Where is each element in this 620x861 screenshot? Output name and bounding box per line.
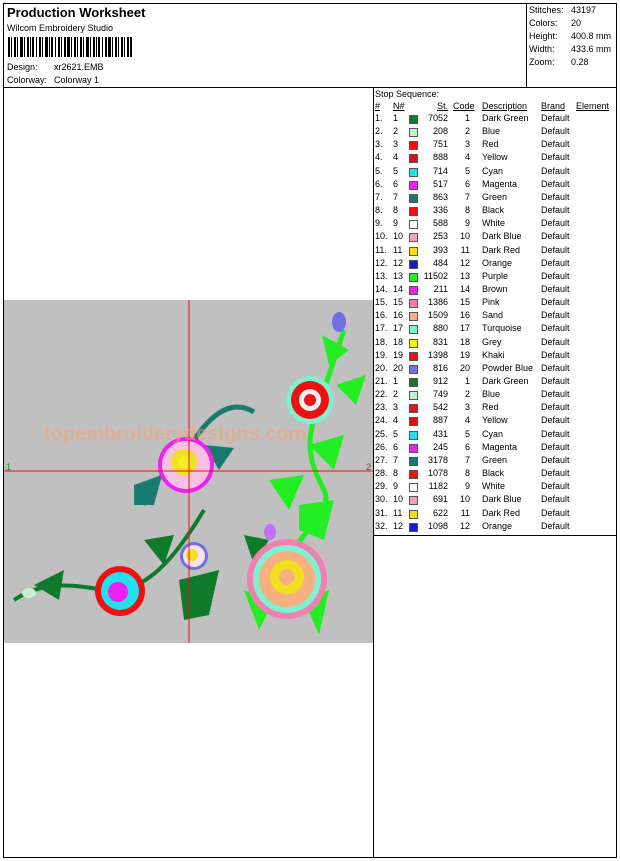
row-index: 29. <box>375 481 388 492</box>
row-needle: 16 <box>393 310 404 321</box>
row-code: 9 <box>464 481 470 492</box>
stat-value: 0.28 <box>571 57 589 67</box>
color-swatch <box>409 325 418 334</box>
stat-value: 20 <box>571 18 582 28</box>
color-swatch <box>409 352 418 361</box>
row-stitches: 1182 <box>428 481 448 492</box>
row-brand: Default <box>541 139 570 150</box>
row-needle: 4 <box>393 152 399 163</box>
row-needle: 2 <box>393 126 399 137</box>
row-brand: Default <box>541 507 570 518</box>
color-swatch <box>409 273 418 282</box>
row-stitches: 253 <box>432 231 448 242</box>
row-brand: Default <box>541 113 570 123</box>
color-swatch <box>409 168 418 177</box>
row-brand: Default <box>541 297 570 308</box>
row-code: 6 <box>464 178 470 189</box>
row-code: 15 <box>459 297 470 308</box>
stat-label: Stitches: <box>529 5 564 15</box>
row-brand: Default <box>541 310 570 321</box>
axis-label-left: 1 <box>6 462 12 472</box>
row-index: 28. <box>375 468 388 479</box>
row-description: Green <box>482 191 508 202</box>
row-code: 16 <box>459 310 470 321</box>
color-swatch <box>409 457 418 466</box>
row-index: 12. <box>375 257 388 268</box>
row-index: 2. <box>375 126 383 137</box>
row-description: White <box>482 481 506 492</box>
row-index: 26. <box>375 441 388 452</box>
color-swatch <box>409 207 418 216</box>
row-needle: 14 <box>393 283 404 294</box>
row-index: 24. <box>375 415 388 426</box>
row-stitches: 431 <box>432 428 448 439</box>
row-stitches: 751 <box>432 139 448 150</box>
row-code: 6 <box>464 441 470 452</box>
row-index: 13. <box>375 270 388 281</box>
row-description: Grey <box>482 336 502 347</box>
row-brand: Default <box>541 415 570 426</box>
color-swatch <box>409 404 418 413</box>
row-needle: 12 <box>393 520 404 531</box>
row-index: 19. <box>375 349 388 360</box>
table-row <box>0 231 620 244</box>
row-description: Red <box>482 402 499 413</box>
row-index: 16. <box>375 310 388 321</box>
row-code: 3 <box>464 139 470 150</box>
row-brand: Default <box>541 454 570 465</box>
row-needle: 6 <box>393 178 399 189</box>
stat-label: Height: <box>529 31 558 41</box>
col-header-element: Element <box>576 101 610 111</box>
row-needle: 6 <box>393 441 399 452</box>
row-index: 4. <box>375 152 383 163</box>
row-brand: Default <box>541 468 570 479</box>
color-swatch <box>409 233 418 242</box>
row-needle: 7 <box>393 191 399 202</box>
row-description: Khaki <box>482 349 505 360</box>
row-code: 18 <box>459 336 470 347</box>
row-description: Sand <box>482 310 504 321</box>
row-stitches: 208 <box>432 126 448 137</box>
row-needle: 4 <box>393 415 399 426</box>
row-index: 21. <box>375 376 388 386</box>
row-stitches: 517 <box>432 178 448 189</box>
row-stitches: 863 <box>432 191 448 202</box>
row-needle: 19 <box>393 349 404 360</box>
stat-label: Width: <box>529 44 555 54</box>
axis-label-right: 2 <box>366 462 372 472</box>
row-index: 1. <box>375 113 383 123</box>
row-code: 2 <box>464 126 470 137</box>
stat-colors <box>529 18 582 28</box>
row-code: 13 <box>459 270 470 281</box>
row-description: Cyan <box>482 165 504 176</box>
row-needle: 7 <box>393 454 399 465</box>
row-stitches: 11502 <box>423 270 448 281</box>
row-index: 27. <box>375 454 388 465</box>
row-brand: Default <box>541 520 570 531</box>
colorway-label: Colorway: <box>7 75 48 85</box>
row-description: Blue <box>482 389 501 400</box>
header-divider <box>3 87 617 88</box>
row-stitches: 880 <box>432 323 448 334</box>
row-needle: 2 <box>393 389 399 400</box>
row-description: Black <box>482 468 505 479</box>
color-swatch <box>409 483 418 492</box>
watermark: topembroiderydesigns.com <box>44 423 307 445</box>
row-needle: 5 <box>393 165 399 176</box>
row-index: 3. <box>375 139 383 150</box>
color-swatch <box>409 339 418 348</box>
color-swatch <box>409 181 418 190</box>
row-brand: Default <box>541 441 570 452</box>
row-index: 5. <box>375 165 383 176</box>
color-swatch <box>409 247 418 256</box>
row-needle: 10 <box>393 231 404 242</box>
row-brand: Default <box>541 481 570 492</box>
row-code: 1 <box>464 113 470 123</box>
stat-width <box>529 44 612 54</box>
row-brand: Default <box>541 126 570 137</box>
row-code: 17 <box>459 323 470 334</box>
row-stitches: 1386 <box>427 297 448 308</box>
colorway-value: Colorway 1 <box>54 75 100 85</box>
row-brand: Default <box>541 283 570 294</box>
row-stitches: 588 <box>432 218 448 229</box>
design-value: xr2621.EMB <box>54 62 104 72</box>
row-needle: 9 <box>393 218 399 229</box>
design-field <box>7 62 104 72</box>
row-stitches: 888 <box>432 152 448 163</box>
row-index: 20. <box>375 362 388 373</box>
row-index: 10. <box>375 231 388 242</box>
color-swatch <box>409 365 418 374</box>
row-stitches: 542 <box>432 402 448 413</box>
stat-value: 400.8 mm <box>571 31 612 41</box>
row-index: 23. <box>375 402 388 413</box>
row-description: Dark Blue <box>482 231 522 242</box>
row-stitches: 887 <box>432 415 448 426</box>
row-index: 9. <box>375 218 383 229</box>
row-brand: Default <box>541 165 570 176</box>
col-header-stitches: St. <box>437 101 449 111</box>
row-stitches: 393 <box>432 244 448 255</box>
row-brand: Default <box>541 389 570 400</box>
row-code: 4 <box>464 415 470 426</box>
design-label: Design: <box>7 62 38 72</box>
row-description: Yellow <box>482 152 508 163</box>
row-brand: Default <box>541 257 570 268</box>
color-swatch <box>409 194 418 203</box>
table-row <box>0 258 620 271</box>
row-index: 31. <box>375 507 388 518</box>
row-brand: Default <box>541 376 570 386</box>
row-code: 10 <box>459 231 470 242</box>
row-needle: 1 <box>393 376 399 386</box>
row-stitches: 7052 <box>427 113 448 123</box>
stop-sequence-label: Stop Sequence: <box>375 89 440 99</box>
row-stitches: 831 <box>432 336 448 347</box>
row-code: 14 <box>459 283 470 294</box>
row-description: Blue <box>482 126 501 137</box>
row-brand: Default <box>541 349 570 360</box>
row-description: Green <box>482 454 508 465</box>
row-code: 10 <box>459 494 470 505</box>
color-swatch <box>409 128 418 137</box>
row-needle: 8 <box>393 205 399 216</box>
row-description: Magenta <box>482 441 518 452</box>
row-description: Dark Green <box>482 113 529 123</box>
table-bottom-divider <box>373 535 617 536</box>
row-code: 12 <box>459 520 470 531</box>
color-swatch <box>409 299 418 308</box>
row-needle: 13 <box>393 270 404 281</box>
row-description: Pink <box>482 297 500 308</box>
row-needle: 9 <box>393 481 399 492</box>
row-description: Yellow <box>482 415 508 426</box>
row-needle: 8 <box>393 468 399 479</box>
stat-label: Zoom: <box>529 57 555 67</box>
row-stitches: 3178 <box>427 454 448 465</box>
row-code: 4 <box>464 152 470 163</box>
row-brand: Default <box>541 244 570 255</box>
row-needle: 3 <box>393 402 399 413</box>
row-description: Red <box>482 139 499 150</box>
row-stitches: 816 <box>432 362 448 373</box>
color-swatch <box>409 523 418 532</box>
row-description: White <box>482 218 506 229</box>
row-code: 5 <box>464 428 470 439</box>
row-stitches: 691 <box>432 494 448 505</box>
row-description: Black <box>482 205 505 216</box>
stat-height <box>529 31 612 41</box>
row-code: 7 <box>464 454 470 465</box>
color-swatch <box>409 510 418 519</box>
barcode-icon <box>8 37 132 57</box>
row-code: 20 <box>459 362 470 373</box>
embroidery-artwork <box>4 300 373 643</box>
colorway-field <box>7 75 100 85</box>
table-row <box>0 192 620 205</box>
page-title: Production Worksheet <box>7 5 146 20</box>
row-stitches: 1098 <box>427 520 448 531</box>
col-header-index: # <box>375 101 381 111</box>
color-swatch <box>409 470 418 479</box>
row-index: 17. <box>375 323 388 334</box>
col-header-brand: Brand <box>541 101 566 111</box>
bud-left <box>22 588 36 598</box>
row-index: 22. <box>375 389 388 400</box>
stat-value: 433.6 mm <box>571 44 612 54</box>
row-needle: 15 <box>393 297 404 308</box>
row-index: 15. <box>375 297 388 308</box>
stat-zoom <box>529 57 589 67</box>
row-stitches: 912 <box>432 376 448 386</box>
row-description: Dark Blue <box>482 494 522 505</box>
row-needle: 10 <box>393 494 404 505</box>
software-name: Wilcom Embroidery Studio <box>7 23 114 33</box>
row-index: 32. <box>375 520 388 531</box>
color-swatch <box>409 260 418 269</box>
stats-divider <box>526 3 527 87</box>
row-code: 12 <box>459 257 470 268</box>
row-index: 25. <box>375 428 388 439</box>
teal-leaf <box>134 475 162 505</box>
row-stitches: 484 <box>432 257 448 268</box>
row-needle: 12 <box>393 257 404 268</box>
row-brand: Default <box>541 205 570 216</box>
color-swatch <box>409 391 418 400</box>
row-description: Turquoise <box>482 323 522 334</box>
bud-top <box>332 312 346 332</box>
color-swatch <box>409 154 418 163</box>
color-swatch <box>409 496 418 505</box>
row-description: Magenta <box>482 178 518 189</box>
color-swatch <box>409 286 418 295</box>
col-header-description: Description <box>482 101 528 111</box>
row-description: Dark Red <box>482 244 521 255</box>
color-swatch <box>409 417 418 426</box>
table-row <box>0 126 620 139</box>
row-needle: 1 <box>393 113 399 123</box>
row-index: 14. <box>375 283 388 294</box>
row-code: 8 <box>464 468 470 479</box>
row-stitches: 1078 <box>427 468 448 479</box>
table-row <box>0 284 620 297</box>
row-brand: Default <box>541 362 570 373</box>
row-code: 8 <box>464 205 470 216</box>
stat-stitches <box>529 5 597 15</box>
row-index: 18. <box>375 336 388 347</box>
table-row <box>0 166 620 179</box>
col-header-needle: N# <box>393 101 405 111</box>
row-brand: Default <box>541 231 570 242</box>
row-needle: 3 <box>393 139 399 150</box>
row-description: Brown <box>482 283 508 294</box>
table-row <box>0 179 620 192</box>
bud-middle <box>264 524 276 540</box>
row-brand: Default <box>541 494 570 505</box>
row-description: Dark Green <box>482 376 529 386</box>
row-needle: 5 <box>393 428 399 439</box>
row-stitches: 245 <box>432 441 448 452</box>
color-swatch <box>409 115 418 124</box>
row-code: 9 <box>464 218 470 229</box>
row-index: 8. <box>375 205 383 216</box>
row-stitches: 211 <box>433 283 448 294</box>
color-swatch <box>409 312 418 321</box>
row-description: Orange <box>482 257 513 268</box>
row-description: Purple <box>482 270 509 281</box>
table-row <box>0 152 620 165</box>
row-needle: 20 <box>393 362 404 373</box>
row-stitches: 336 <box>432 205 448 216</box>
row-brand: Default <box>541 178 570 189</box>
row-description: Orange <box>482 520 513 531</box>
design-preview <box>4 300 373 643</box>
row-stitches: 1509 <box>427 310 448 321</box>
table-row <box>0 205 620 218</box>
row-code: 5 <box>464 165 470 176</box>
row-stitches: 749 <box>432 389 448 400</box>
row-index: 30. <box>375 494 388 505</box>
row-stitches: 714 <box>432 165 448 176</box>
row-code: 2 <box>464 389 470 400</box>
color-swatch <box>409 141 418 150</box>
row-index: 6. <box>375 178 383 189</box>
row-brand: Default <box>541 336 570 347</box>
row-code: 11 <box>460 507 470 518</box>
table-row <box>0 113 620 126</box>
color-swatch <box>409 378 418 387</box>
row-description: Cyan <box>482 428 504 439</box>
color-swatch <box>409 431 418 440</box>
stat-label: Colors: <box>529 18 558 28</box>
table-row <box>0 139 620 152</box>
row-code: 7 <box>464 191 470 202</box>
row-brand: Default <box>541 323 570 334</box>
row-index: 7. <box>375 191 383 202</box>
row-needle: 11 <box>393 244 403 255</box>
row-needle: 18 <box>393 336 404 347</box>
row-code: 1 <box>464 376 470 386</box>
row-brand: Default <box>541 270 570 281</box>
row-stitches: 622 <box>432 507 448 518</box>
row-stitches: 1398 <box>427 349 448 360</box>
table-row <box>0 271 620 284</box>
stat-value: 43197 <box>571 5 597 15</box>
row-index: 11. <box>375 244 387 255</box>
row-description: Powder Blue <box>482 362 534 373</box>
row-code: 11 <box>460 244 470 255</box>
row-brand: Default <box>541 152 570 163</box>
row-description: Dark Red <box>482 507 521 518</box>
col-header-code: Code <box>453 101 475 111</box>
table-row <box>0 245 620 258</box>
row-needle: 17 <box>393 323 404 334</box>
row-code: 19 <box>459 349 470 360</box>
color-swatch <box>409 220 418 229</box>
row-code: 3 <box>464 402 470 413</box>
table-row <box>0 218 620 231</box>
row-needle: 11 <box>393 507 403 518</box>
row-brand: Default <box>541 191 570 202</box>
row-brand: Default <box>541 402 570 413</box>
row-brand: Default <box>541 428 570 439</box>
color-swatch <box>409 444 418 453</box>
row-brand: Default <box>541 218 570 229</box>
